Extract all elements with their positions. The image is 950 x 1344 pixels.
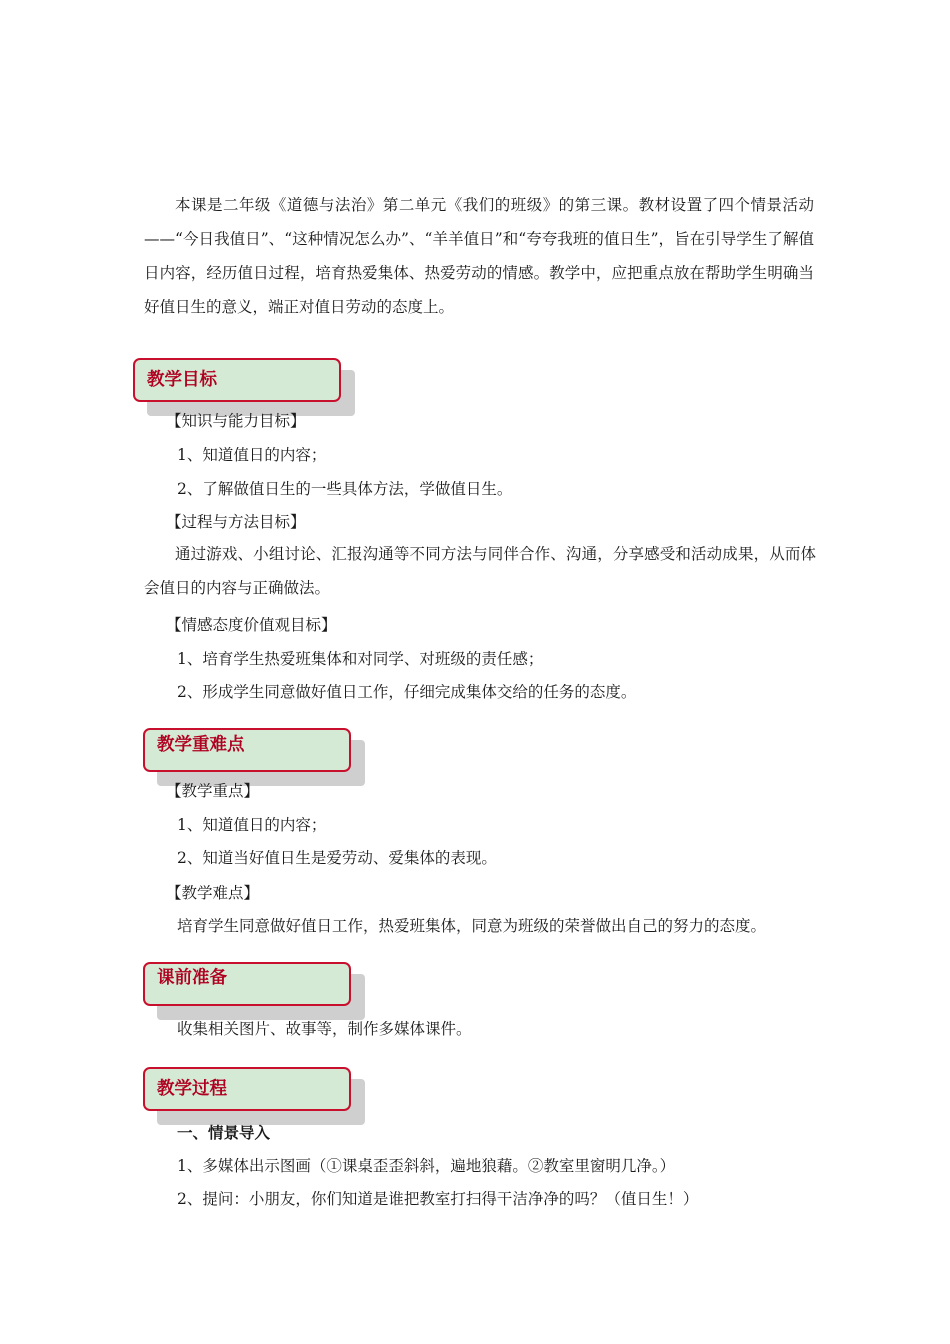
knowledge-goal-item-2: 2、了解做值日生的一些具体方法，学做值日生。	[177, 480, 513, 498]
section-title-goals: 教学目标	[133, 358, 341, 402]
process-goal-label: 【过程与方法目标】	[166, 513, 306, 531]
intro-paragraph: 本课是二年级《道德与法治》第二单元《我们的班级》的第三课。教材设置了四个情景活动——“今日我值日”、“这种情况怎么办”、“羊羊值日”和“夸夸我班的值日生”，旨在引导学生了解值日内容，经历值日过程，培育热爱集体、热爱劳动的情感。教学中，应把重点放在帮助学生明确当好值日生的意义，端正对值日劳动的态度上。	[144, 196, 814, 316]
process-step-1-item-2: 2、提问：小朋友，你们知道是谁把教室打扫得干洁净净的吗？（值日生！）	[177, 1190, 699, 1208]
section-header-key-points	[143, 728, 367, 786]
process-goal-text: 通过游戏、小组讨论、汇报沟通等不同方法与同伴合作、沟通，分享感受和活动成果，从而体会值日的内容与正确做法。	[144, 545, 816, 597]
process-step-1-item-1: 1、多媒体出示图画（①课桌歪歪斜斜，遍地狼藉。②教室里窗明几净。）	[177, 1157, 676, 1175]
difficulty-label: 【教学难点】	[166, 884, 260, 902]
focus-label: 【教学重点】	[166, 782, 260, 800]
emotion-goal-label: 【情感态度价值观目标】	[166, 616, 337, 634]
section-title-process: 教学过程	[143, 1067, 351, 1111]
emotion-goal-item-2: 2、形成学生同意做好值日工作，仔细完成集体交给的任务的态度。	[177, 683, 637, 701]
preparation-text: 收集相关图片、故事等，制作多媒体课件。	[177, 1020, 472, 1038]
difficulty-text: 培育学生同意做好值日工作，热爱班集体，同意为班级的荣誉做出自己的努力的态度。	[177, 917, 767, 935]
section-title-preparation: 课前准备	[143, 962, 351, 1006]
emotion-goal-item-1: 1、培育学生热爱班集体和对同学、对班级的责任感；	[177, 650, 544, 668]
focus-item-2: 2、知道当好值日生是爱劳动、爱集体的表现。	[177, 849, 497, 867]
knowledge-goal-item-1: 1、知道值日的内容；	[177, 446, 327, 464]
section-title-key-points: 教学重难点	[143, 728, 351, 772]
focus-item-1: 1、知道值日的内容；	[177, 816, 327, 834]
section-header-preparation	[143, 962, 367, 1020]
section-header-process	[143, 1067, 367, 1125]
knowledge-goal-label: 【知识与能力目标】	[166, 412, 306, 430]
process-step-1-title: 一、情景导入	[177, 1124, 271, 1142]
section-header-goals	[133, 358, 357, 416]
